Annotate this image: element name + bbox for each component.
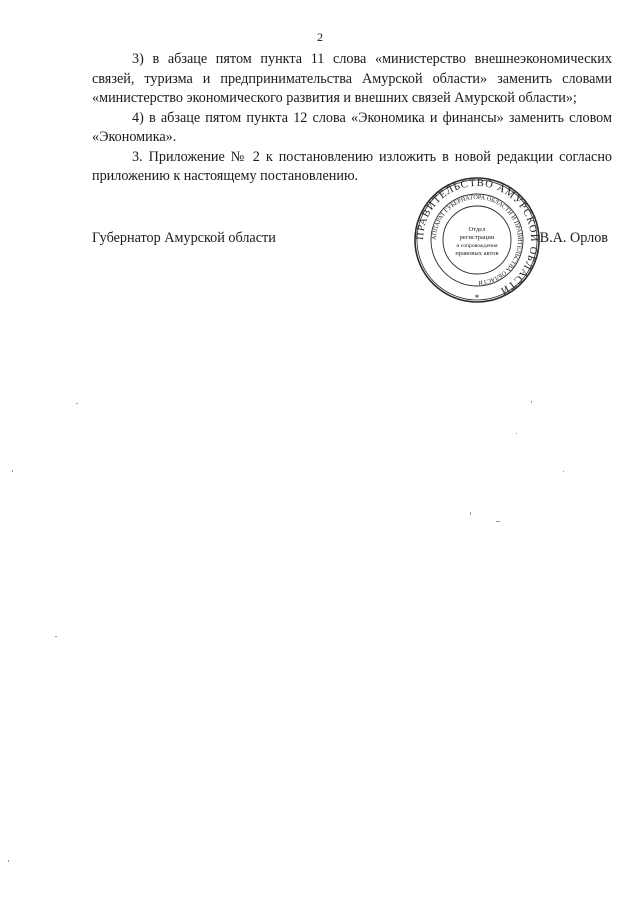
signatory-title: Губернатор Амурской области <box>92 230 276 246</box>
stamp-outer-text: ПРАВИТЕЛЬСТВО АМУРСКОЙ ОБЛАСТИ <box>414 177 540 297</box>
scan-speck <box>8 860 9 862</box>
scan-speck <box>531 401 532 403</box>
paragraph: 4) в абзаце пятом пункта 12 слова «Экономика и финансы» заменить словом «Экономика». <box>92 109 612 145</box>
stamp-star: * <box>474 293 480 303</box>
scan-speck <box>516 433 517 434</box>
page-number: 2 <box>317 30 323 44</box>
scan-speck <box>563 471 564 472</box>
paragraph: 3. Приложение № 2 к постановлению изложить в новой редакции согласно приложению к настоящему постановлению. <box>92 148 612 184</box>
signatory-name: В.А. Орлов <box>539 230 608 246</box>
stamp-center-line: регистрации <box>459 234 495 241</box>
stamp-ring-text: АППАРАТ ГУБЕРНАТОРА ОБЛАСТИ И ПРАВИТЕЛЬСТВА ОБЛАСТИ <box>430 193 524 287</box>
paragraph: 3) в абзаце пятом пункта 11 слова «министерство внешнеэкономических связей, туризма и предпринимательства Амурской области» заменить словами «министерство экономического развития и внешних связей Амурской области»; <box>92 51 612 106</box>
scan-speck <box>12 470 13 472</box>
scan-speck <box>470 512 471 515</box>
stamp-center-line: Отдел <box>468 226 486 233</box>
body-text <box>92 50 612 187</box>
scan-speck <box>496 521 500 522</box>
official-stamp <box>412 175 542 305</box>
stamp-center-line: правовых актов <box>455 250 499 257</box>
stamp-center-line: и сопровождения <box>456 243 498 249</box>
scan-speck <box>76 403 78 404</box>
scan-speck <box>55 636 57 637</box>
